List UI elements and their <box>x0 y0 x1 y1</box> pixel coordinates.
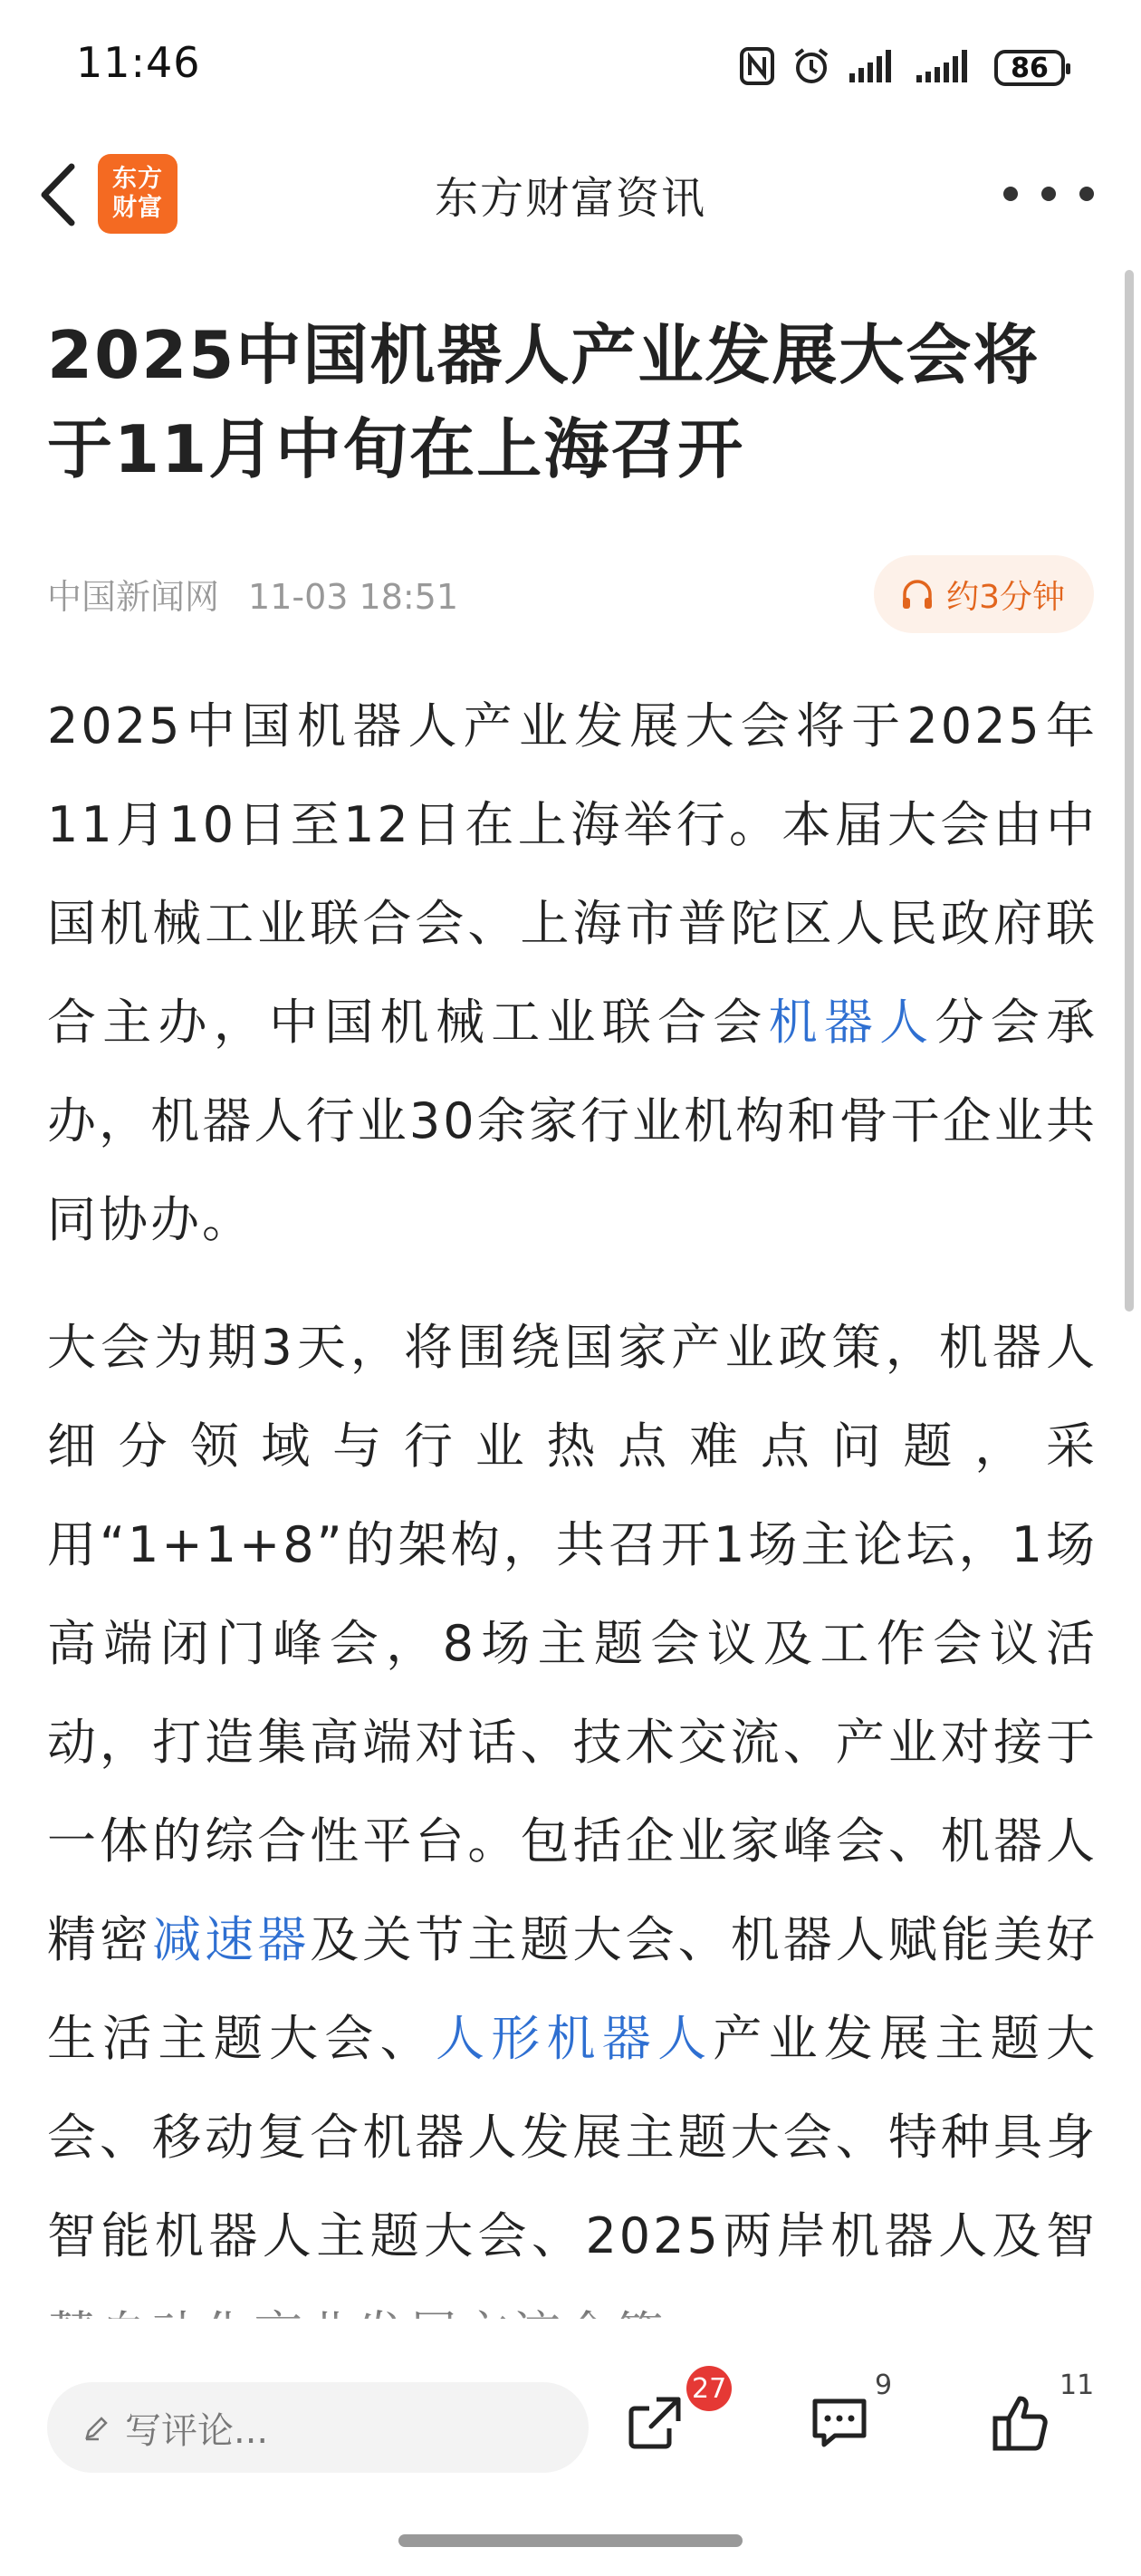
dot-icon <box>1079 187 1094 201</box>
more-options-button[interactable] <box>1003 167 1094 221</box>
paragraph-text: 大会为期3天，将围绕国家产业政策，机器人细分领域与行业热点难点问题，采用“1+1+8”的架构，共召开1场主论坛，1场高端闭门峰会，8场主题会议及工作会议活动，打造集高端对话、技术交流、产业对接于一体的综合性平台。包括企业家峰会、机器人精密 <box>47 1319 1098 1968</box>
chevron-left-icon <box>37 161 77 228</box>
bottom-bar <box>0 2319 1141 2576</box>
like-count: 11 <box>1060 2369 1095 2401</box>
article-time: 11-03 18:51 <box>248 577 459 617</box>
comment-count: 9 <box>875 2369 893 2401</box>
thumbs-up-icon <box>991 2393 1050 2453</box>
status-time: 11:46 <box>76 38 201 87</box>
paragraph-text: 产业发展主题大会、移动复合机器人发展主题大会、特种具身智能机器人主题大会、2025两岸机器人及智 <box>47 2010 1098 2264</box>
status-bar <box>0 0 1141 136</box>
paragraph-2 <box>47 1298 1098 2384</box>
keyword-link[interactable]: 减速器 <box>152 1911 311 1968</box>
keyword-link[interactable]: 机器人 <box>768 994 935 1051</box>
share-badge: 27 <box>686 2366 732 2411</box>
app-logo[interactable] <box>98 154 177 234</box>
read-time: 约3分钟 <box>946 578 1065 616</box>
article-body <box>47 677 1098 2413</box>
article-title: 2025中国机器人产业发展大会将于11月中旬在上海召开 <box>47 317 1040 487</box>
comment-placeholder: 写评论... <box>125 2409 269 2452</box>
battery-icon: 86 <box>994 50 1065 86</box>
paragraph-text: 2025中国机器人产业发展大会将于2025年11月10日至12日在上海举行。本届大会由中国机械工业联合会、上海市普陀区人民政府联合主办，中国机械工业联合会 <box>47 697 1098 1051</box>
back-button[interactable] <box>25 161 89 228</box>
comment-icon <box>810 2396 869 2450</box>
listen-button[interactable] <box>874 555 1094 633</box>
article-meta <box>47 569 458 619</box>
signal-icon <box>848 48 898 88</box>
status-icons <box>739 47 1065 89</box>
nav-title: 东方财富资讯 <box>434 173 706 224</box>
paragraph-1 <box>47 677 1098 1269</box>
comment-input[interactable] <box>47 2382 589 2473</box>
share-icon <box>626 2394 684 2452</box>
nfc-icon <box>739 46 775 90</box>
home-indicator[interactable] <box>398 2534 743 2547</box>
dot-icon <box>1003 187 1018 201</box>
alarm-icon <box>791 46 831 90</box>
signal-icon-2 <box>915 48 978 88</box>
headphones-icon <box>899 576 935 612</box>
paragraph-text: 及关节主题大会、机器人赋能美好生活主题大会、 <box>47 1911 1098 2067</box>
keyword-link[interactable]: 人形机器人 <box>435 2010 714 2067</box>
dot-icon <box>1041 187 1056 201</box>
logo-line-2: 财富 <box>112 194 163 222</box>
logo-line-1: 东方 <box>112 165 163 193</box>
paragraph-text: 分会承办，机器人行业30余家行业机构和骨干企业共同协办。 <box>47 994 1098 1248</box>
article-source[interactable]: 中国新闻网 <box>47 577 220 617</box>
nav-bar <box>0 136 1141 254</box>
scrollbar[interactable] <box>1125 270 1134 1312</box>
pencil-icon <box>83 2414 110 2441</box>
like-button[interactable] <box>971 2373 1070 2473</box>
